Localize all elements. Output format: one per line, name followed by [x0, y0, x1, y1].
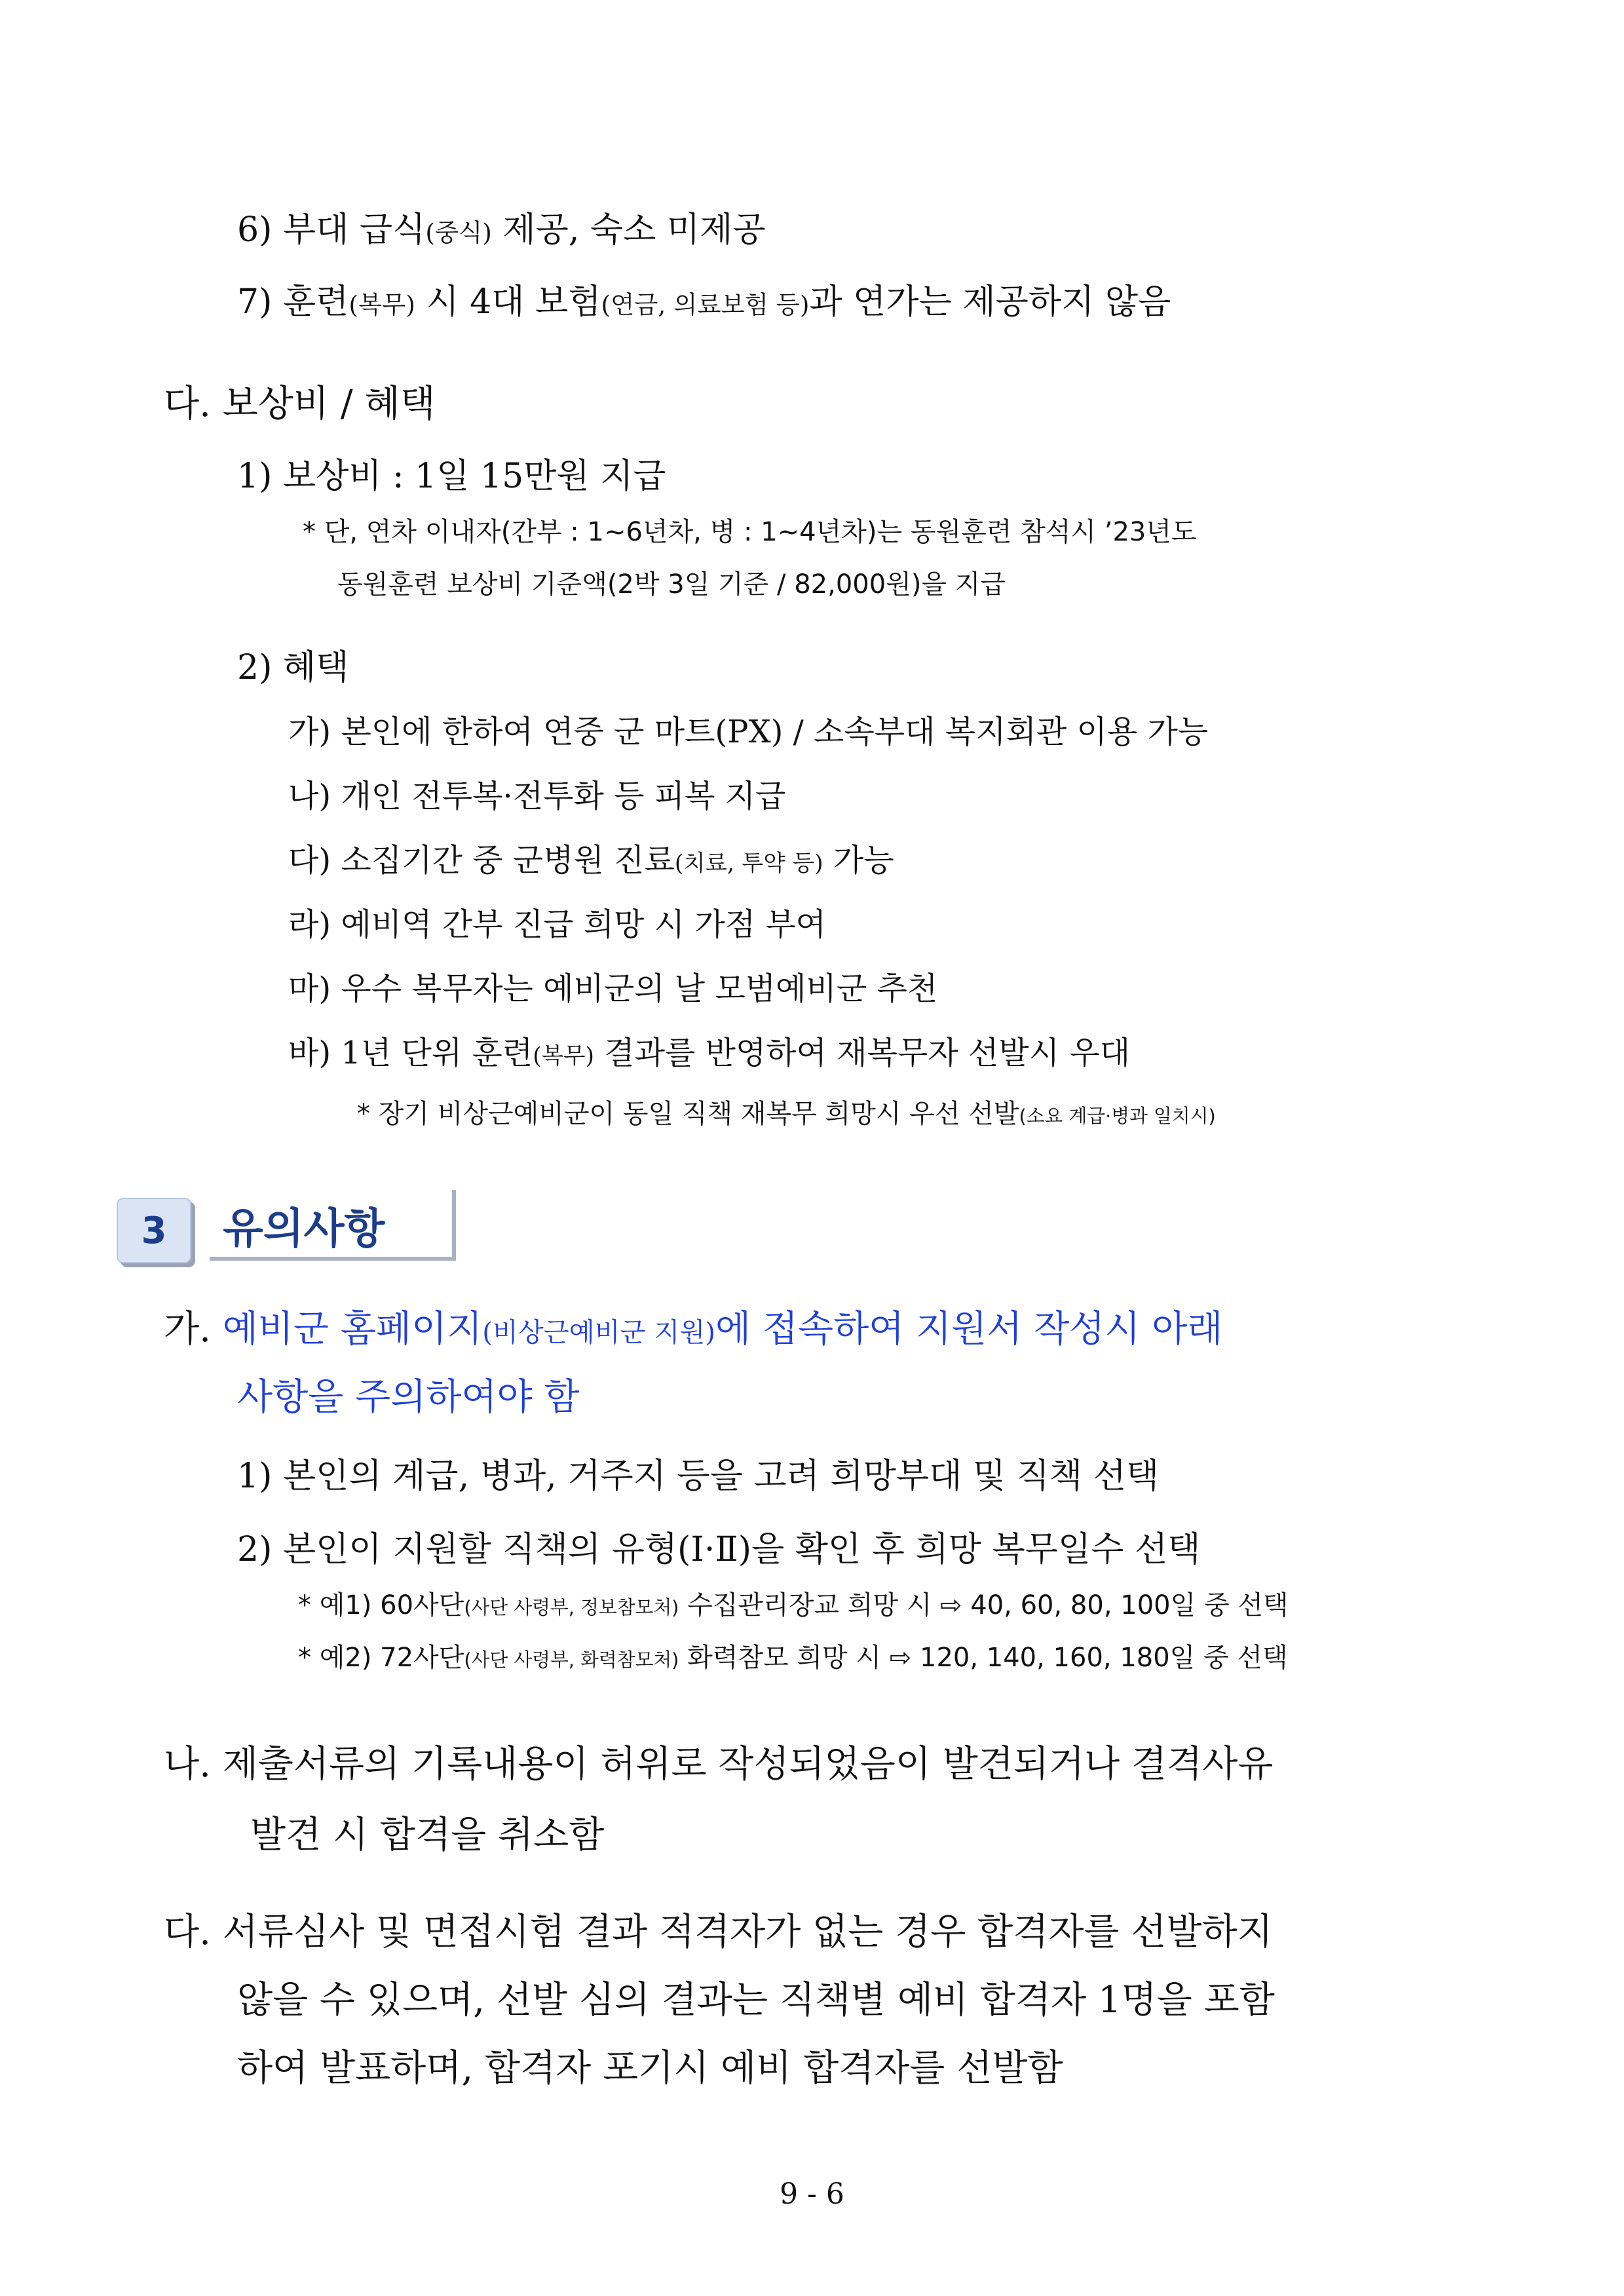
benefit-ma: 마) 우수 복무자는 예비군의 날 모범예비군 추천 [288, 970, 938, 1007]
item-6-meals: 6) 부대 급식(중식) 제공, 숙소 미제공 [237, 210, 766, 250]
caution-na-cont: 발견 시 합격을 취소함 [250, 1814, 605, 1856]
compensation-note-1: * 단, 연차 이내자(간부 : 1~6년차, 병 : 1~4년차)는 동원훈련 참석시 ’23년도 [303, 517, 1197, 547]
caution-ga: 가. 예비군 홈페이지(비상근예비군 지원)에 접속하여 지원서 작성시 아래 [164, 1308, 1223, 1350]
caution-da: 다. 서류심사 및 면접시험 결과 적격자가 없는 경우 합격자를 선발하지 [164, 1911, 1273, 1953]
compensation-item-1: 1) 보상비 : 1일 15만원 지급 [237, 457, 666, 496]
caution-item-1: 1) 본인의 계급, 병과, 거주지 등을 고려 희망부대 및 직책 선택 [237, 1457, 1160, 1496]
benefit-ba-note: * 장기 비상근예비군이 동일 직책 재복무 희망시 우선 선발(소요 계급·병과 일치시) [357, 1099, 1216, 1129]
benefit-ra: 라) 예비역 간부 진급 희망 시 가점 부여 [288, 906, 827, 943]
section-number-badge [117, 1198, 191, 1263]
benefit-da: 다) 소집기간 중 군병원 진료(치료, 투약 등) 가능 [288, 842, 894, 879]
benefits-heading: 2) 혜택 [237, 648, 349, 687]
caution-ga-cont: 사항을 주의하여야 함 [237, 1376, 580, 1419]
item-7-insurance: 7) 훈련(복무) 시 4대 보험(연금, 의료보험 등)과 연가는 제공하지 않음 [237, 282, 1171, 322]
caution-da-cont-1: 않을 수 있으며, 선발 심의 결과는 직책별 예비 합격자 1명을 포함 [237, 1979, 1275, 2021]
benefit-ba: 바) 1년 단위 훈련(복무) 결과를 반영하여 재복무자 선발시 우대 [288, 1035, 1131, 1071]
benefit-ga: 가) 본인에 한하여 연중 군 마트(PX) / 소속부대 복지회관 이용 가능 [288, 714, 1209, 750]
caution-na: 나. 제출서류의 기록내용이 허위로 작성되었음이 발견되거나 결격사유 [164, 1743, 1274, 1786]
compensation-note-2: 동원훈련 보상비 기준액(2박 3일 기준 / 82,000원)을 지급 [337, 569, 1006, 600]
section-title-box [210, 1190, 456, 1261]
caution-example-2: * 예2) 72사단(사단 사령부, 화력참모처) 화력참모 희망 시 ⇨ 120, 140, 160, 180일 중 선택 [298, 1643, 1288, 1673]
section-number: 3 [141, 1209, 167, 1252]
caution-da-cont-2: 하여 발표하며, 합격자 포기시 예비 합격자를 선발함 [237, 2047, 1063, 2090]
caution-item-2: 2) 본인이 지원할 직책의 유형(Ⅰ·Ⅱ)을 확인 후 희망 복무일수 선택 [237, 1530, 1201, 1569]
caution-example-1: * 예1) 60사단(사단 사령부, 정보참모처) 수집관리장교 희망 시 ⇨ 40, 60, 80, 100일 중 선택 [298, 1590, 1289, 1620]
section-da-compensation: 다. 보상비 / 혜택 [164, 383, 436, 425]
section-title: 유의사항 [223, 1205, 385, 1253]
benefit-na: 나) 개인 전투복·전투화 등 피복 지급 [288, 778, 786, 814]
page-number: 9 - 6 [780, 2177, 844, 2211]
